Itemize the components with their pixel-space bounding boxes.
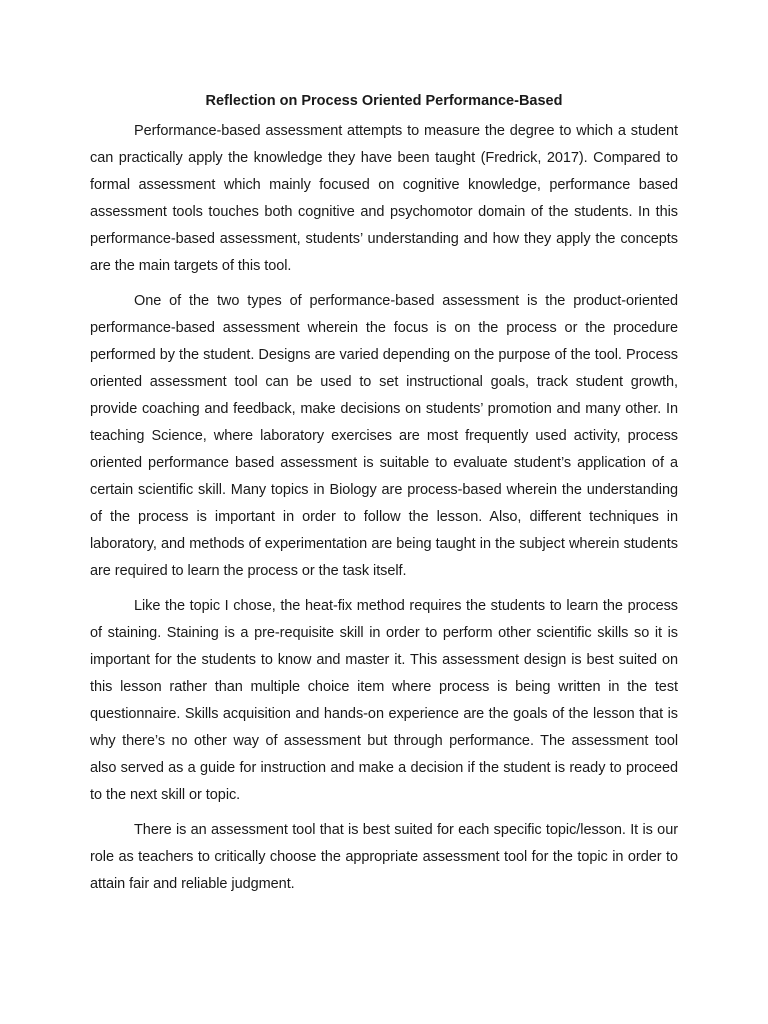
paragraph-3: Like the topic I chose, the heat-fix method requires the students to learn the process of staining. Staining is a pre-requisite skill in order to perform other scientific skills so it is important for the students to know and master it. This assessment design is best suited on this lesson rather than multiple choice item where process is being written in the test questionnaire. Skills acquisition and hands-on experience are the goals of the lesson that is why there’s no other way of assessment but through performance. The assessment tool also served as a guide for instruction and make a decision if the student is ready to proceed to the next skill or topic. <box>90 598 678 803</box>
paragraph-1: Performance-based assessment attempts to measure the degree to which a student can practically apply the knowledge they have been taught (Fredrick, 2017). Compared to formal assessment which mainly focused on cognitive knowledge, performance based assessment tools touches both cognitive and psychomotor domain of the students. In this performance-based assessment, students’ understanding and how they apply the concepts are the main targets of this tool. <box>90 123 678 274</box>
paragraph-4: There is an assessment tool that is best suited for each specific topic/lesson. It is our role as teachers to critically choose the appropriate assessment tool for the topic in order to attain fair and reliable judgment. <box>90 822 678 892</box>
document-title: Reflection on Process Oriented Performance-Based <box>205 93 563 109</box>
paragraph-2: One of the two types of performance-based assessment is the product-oriented performance-based assessment wherein the focus is on the process or the procedure performed by the student. Designs are varied depending on the purpose of the tool. Process oriented assessment tool can be used to set instructional goals, track student growth, provide coaching and feedback, make decisions on students’ promotion and many other. In teaching Science, where laboratory exercises are most frequently used activity, process oriented performance based assessment is suitable to evaluate student’s application of a certain scientific skill. Many topics in Biology are process-based wherein the understanding of the process is important in order to follow the lesson. Also, different techniques in laboratory, and methods of experimentation are being taught in the subject wherein students are required to learn the process or the task itself. <box>90 293 678 579</box>
